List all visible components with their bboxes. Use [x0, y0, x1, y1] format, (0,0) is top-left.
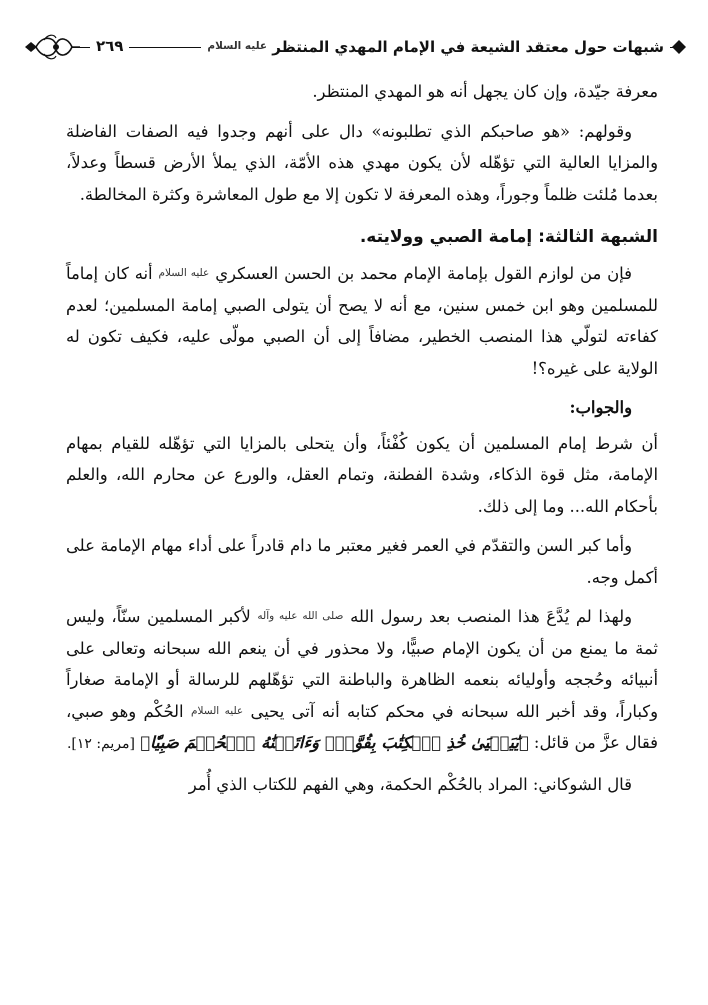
- honorific-glyph: عليه السلام: [158, 267, 210, 279]
- objection-text-a: فإن من لوازم القول بإمامة الإمام محمد بن الحسن العسكري: [215, 264, 632, 283]
- paragraph-objection: [66, 258, 658, 384]
- honorific-glyph: عليه السلام: [207, 40, 268, 52]
- page-body: [66, 76, 658, 808]
- paragraph-quote-explanation: وقولهم: «هو صاحبكم الذي تطلبونه» دال على أنهم وجدوا فيه الصفات الفاضلة والمزايا العالية التي تؤهّله لأن يكون مهدي هذه الأمّة، الذي يملأ الأرض قسطاً وعدلاً، بعدما مُلئت ظلماً وجوراً، وهذه المعرفة لا تكون إلا مع طول المعاشرة وكثرة المخالطة.: [66, 121, 658, 204]
- answer-label: والجواب:: [569, 398, 632, 417]
- paragraph-age: وأما كبر السن والتقدّم في العمر فغير معتبر ما دام قادراً على أداء مهام الإمامة على أكمل وجه.: [66, 536, 658, 587]
- prophets-text-b: لأكبر المسلمين سنّاً، وليس ثمة ما يمنع من أن يكون الإمام صبيًّا، ولا محذور في أن ينعم الله سبحانه وتعالى على أنبيائه وحُججه وأوليائه بنعمه الظاهرة والباطنة التي تؤهّلهم للرسالة أو الإمامة صغاراً وكباراً، وقد أخبر الله سبحانه في محكم كتابه أنه آتى يحيى: [66, 607, 658, 721]
- quran-reference: [مريم: ١٢].: [66, 736, 135, 752]
- section-heading: الشبهة الثالثة: إمامة الصبي وولايته.: [359, 227, 658, 247]
- honorific-glyph: صلى الله عليه وآله: [257, 610, 344, 622]
- prophets-text-c: الحُكْم وهو صبي، فقال عزَّ من قائل:: [66, 701, 658, 752]
- prophets-text-a: ولهذا لم يُدَّعَ هذا المنصب بعد رسول الله: [350, 607, 633, 626]
- honorific-glyph: عليه السلام: [190, 704, 244, 717]
- running-header: [22, 30, 686, 64]
- paragraph-answer-conditions: أن شرط إمام المسلمين أن يكون كُفْئاً، وأن يتحلى بالمزايا التي تؤهّله للقيام بمهام الإمامة، مثل قوة الذكاء، وشدة الفطنة، وتمام العقل، والورع عن محارم الله، والعلم بأحكام الله... وما إلى ذلك.: [66, 433, 658, 516]
- paragraph-prophets: [66, 601, 658, 761]
- header-title-text: شبهات حول معتقد الشيعة في الإمام المهدي المنتظر: [272, 38, 664, 56]
- paragraph-continuation: معرفة جيّدة، وإن كان يجهل أنه هو المهدي المنتظر.: [312, 82, 658, 101]
- paragraph-shawkani: قال الشوكاني: المراد بالحُكْم الحكمة، وهي الفهم للكتاب الذي أُمر: [188, 774, 632, 794]
- page-number: ٢٦٩: [90, 31, 129, 61]
- floral-ornament-icon: [22, 30, 82, 64]
- quran-verse: ﴿يَٰيَحۡيَىٰ خُذِ ٱلۡكِتَٰبَ بِقُوَّةٖۖ وَءَاتَيۡنَٰهُ ٱلۡحُكۡمَ صَبِيّٗا﴾: [140, 733, 529, 752]
- diamond-ornament-icon: [672, 40, 686, 54]
- objection-text-b: أنه كان إماماً للمسلمين وهو ابن خمس سنين، مع أنه لا يصح أن يتولى الصبي إمامة المسلمين؛ لعدم كفاءته لتولّي هذا المنصب الخطير، مضافاً إلى أن الصبي مولّى عليه، فكيف تكون له الولاية على غيره؟!: [66, 264, 658, 378]
- header-title: [201, 31, 670, 62]
